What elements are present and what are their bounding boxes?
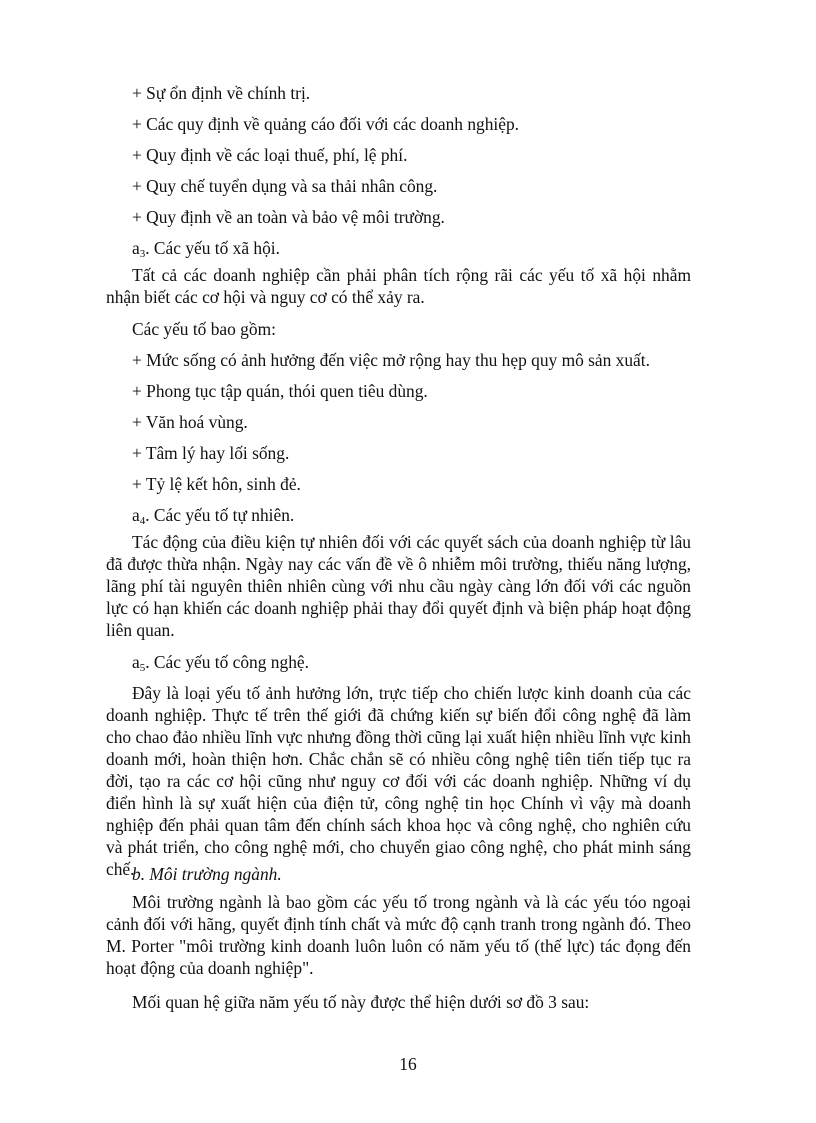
list-item-labor-rules: + Quy chế tuyển dụng và sa thải nhân công.	[132, 176, 438, 196]
paragraph-nature: Tác động của điều kiện tự nhiên đối với các quyết sách của doanh nghiệp từ lâu đã được thừa nhận. Ngày nay các vấn đề về ô nhiễm môi trường, thiếu năng lượng, lãng phí tài nguyên thiên nhiên cùng với nhu cầu ngày càng lớn đối với các nguồn lực có hạn khiến các doanh nghiệp phải thay đổi quyết định và biện pháp hoạt động liên quan.	[106, 532, 691, 640]
section-heading-a4: $a_4$. Các yếu tố tự nhiên.	[132, 505, 295, 527]
social-intro: Các yếu tố bao gồm:	[132, 319, 276, 339]
paragraph-industry: Môi trường ngành là bao gồm các yếu tố trong ngành và là các yếu tóo ngoại cảnh đối với hãng, quyết định tính chất và mức độ cạnh tranh trong ngành đó. Theo M. Porter "môi trường kinh doanh luôn luôn có năm yếu tố (thế lực) tác đọng đến hoạt động của doanh nghiệp".	[106, 892, 691, 978]
list-item-customs: + Phong tục tập quán, thói quen tiêu dùng.	[132, 381, 428, 401]
list-item-environment-rules: + Quy định về an toàn và bảo vệ môi trường.	[132, 207, 445, 227]
list-item-tax-rules: + Quy định về các loại thuế, phí, lệ phí.	[132, 145, 408, 165]
relation-line: Mối quan hệ giữa năm yếu tố này được thể hiện dưới sơ đồ 3 sau:	[132, 992, 590, 1012]
section-heading-a3: $a_3$. Các yếu tố xã hội.	[132, 238, 280, 260]
list-item-marriage-birth: + Tỷ lệ kết hôn, sinh đẻ.	[132, 474, 301, 494]
list-item-living-standard: + Mức sống có ảnh hưởng đến việc mở rộng hay thu hẹp quy mô sản xuất.	[132, 350, 650, 370]
paragraph-technology: Đây là loại yếu tố ảnh hưởng lớn, trực tiếp cho chiến lược kinh doanh của các doanh nghiệp. Thực tế trên thế giới đã chứng kiến sự biến đổi công nghệ đã làm cho chao đảo nhiều lĩnh vực nhưng đồng thời cũng lại xuất hiện nhiều lĩnh vực kinh doanh mới, hoàn thiện hơn. Chắc chắn sẽ có nhiều công nghệ tiên tiến tiếp tục ra đời, tạo ra các cơ hội cũng như nguy cơ đối với các doanh nghiệp. Những ví dụ điển hình là sự xuất hiện của điện tử, công nghệ tin học Chính vì vậy mà doanh nghiệp đến phải quan tâm đến chính sách khoa học và công nghệ, cho nghiên cứu và phát triển, cho công nghệ mới, cho chuyển giao công nghệ, cho phát minh sáng chế.	[106, 683, 691, 879]
list-item-lifestyle: + Tâm lý hay lối sống.	[132, 443, 290, 463]
list-item-advertising-rules: + Các quy định về quảng cáo đối với các doanh nghiệp.	[132, 114, 520, 134]
page-number: 16	[399, 1054, 417, 1074]
section-heading-b: b. Môi trường ngành.	[132, 864, 282, 884]
paragraph-social: Tất cả các doanh nghiệp cần phải phân tích rộng rãi các yếu tố xã hội nhằm nhận biết các cơ hội và nguy cơ có thể xảy ra.	[106, 265, 691, 307]
section-heading-a5: $a_5$. Các yếu tố công nghệ.	[132, 652, 309, 674]
list-item-political-stability: + Sự ổn định về chính trị.	[132, 83, 311, 103]
list-item-regional-culture: + Văn hoá vùng.	[132, 412, 248, 432]
